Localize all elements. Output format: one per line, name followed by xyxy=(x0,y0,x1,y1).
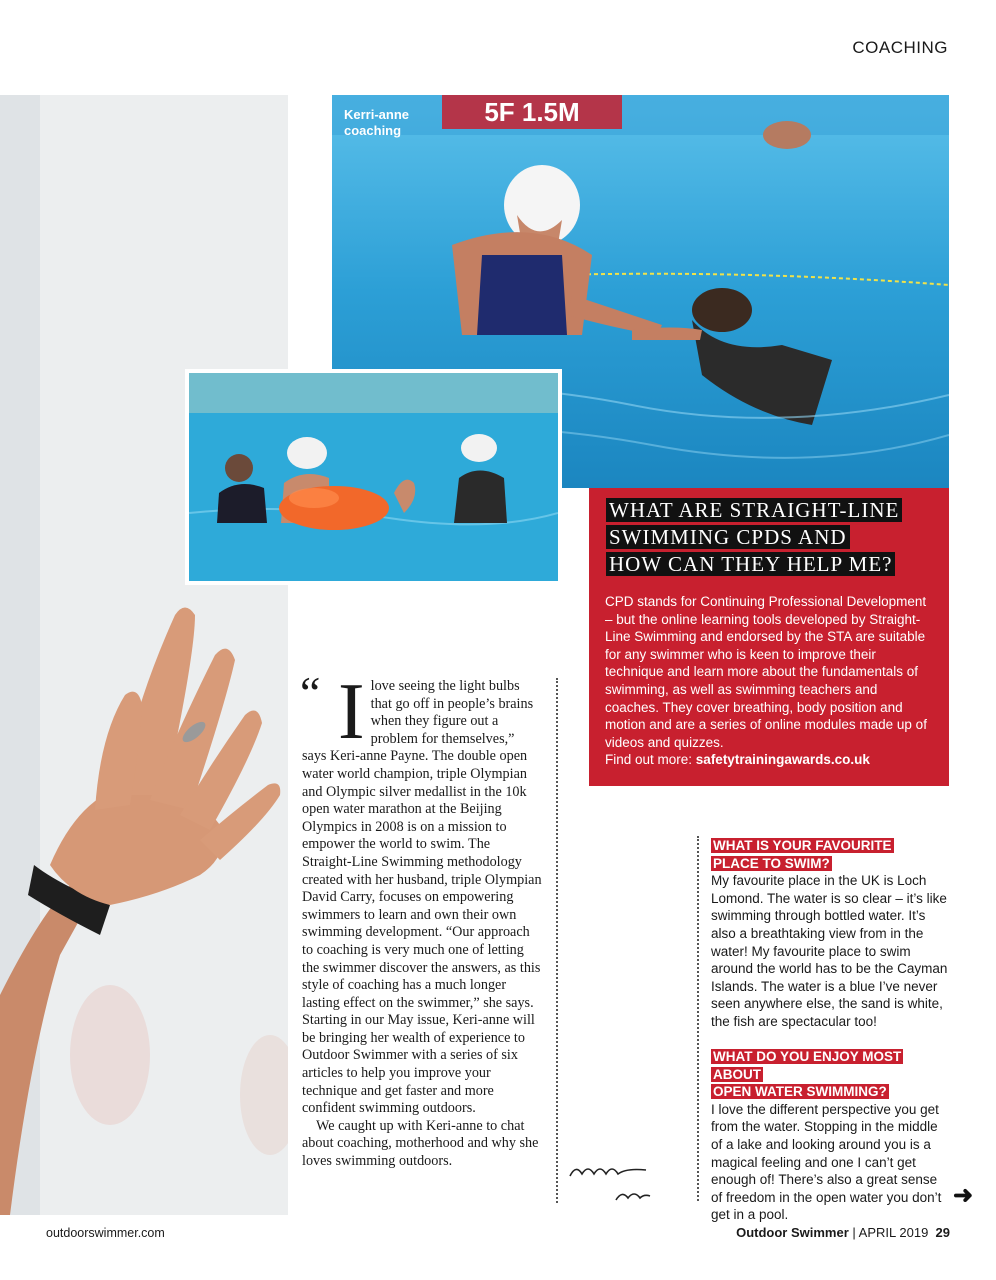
pool-depth-sign: 5F 1.5M xyxy=(484,97,580,127)
column-divider xyxy=(556,678,558,1203)
article-body xyxy=(300,667,542,1171)
cpd-heading xyxy=(606,497,936,578)
photo-caption xyxy=(344,107,434,139)
qa-question-2 xyxy=(711,1048,951,1101)
cpd-heading-line-1: WHAT ARE STRAIGHT-LINE xyxy=(606,498,902,522)
qa-question-1-line-2: PLACE TO SWIM? xyxy=(713,855,830,871)
continue-arrow-icon: ➜ xyxy=(953,1182,974,1209)
swimmers-with-buoy-illustration xyxy=(189,373,558,581)
footer-magazine-name: Outdoor Swimmer xyxy=(736,1225,849,1240)
qa-question-1 xyxy=(711,837,951,872)
caption-line-1: Kerri-anne xyxy=(344,107,410,122)
footer-issue-date: APRIL 2019 xyxy=(858,1225,929,1240)
qa-answer-1: My favourite place in the UK is Loch Lomond. The water is so clear – it’s like swimming through bottled water. It’s also a breathtaking view from in the water! My favourite place to swim around the world has to be the Cayman Islands. The water is a blue I’ve never seen anywhere else, the sand is white, the fish are spectacular too! xyxy=(711,873,948,1029)
article-paragraph-2: We caught up with Keri-anne to chat about coaching, motherhood and why she loves swimming outdoors. xyxy=(302,1117,539,1170)
qa-question-1-line-1: WHAT IS YOUR FAVOURITE xyxy=(713,838,892,853)
cpd-heading-line-3: HOW CAN THEY HELP ME? xyxy=(606,552,895,576)
waving-hand-photo xyxy=(0,95,288,1215)
qa-answer-2: I love the different perspective you get from the water. Stopping in the middle of a lake and looking around you is a magical feeling and one I can’t get enough of! There’s also a great sense of freedom in the open water you don’t get in a pool. xyxy=(711,1101,942,1223)
cpd-body xyxy=(605,593,935,769)
qa-question-2-line-1: WHAT DO YOU ENJOY MOST ABOUT xyxy=(713,1049,902,1082)
opening-quote-mark: “ xyxy=(300,667,321,718)
open-water-swimmers-photo xyxy=(185,369,562,585)
qa-column-divider xyxy=(697,836,699,1201)
qa-block-1 xyxy=(711,837,951,1031)
qa-question-2-line-2: OPEN WATER SWIMMING? xyxy=(713,1084,887,1100)
waving-hand-illustration xyxy=(0,95,288,1215)
wave-doodle-icon xyxy=(566,1160,656,1210)
find-out-more-label: Find out more: xyxy=(605,752,696,768)
sta-website-link[interactable]: safetytrainingawards.co.uk xyxy=(695,752,870,768)
page-number: 29 xyxy=(935,1225,950,1240)
qa-block-2 xyxy=(711,1048,951,1224)
footer-issue-info xyxy=(736,1225,950,1240)
caption-line-2: coaching xyxy=(344,123,402,138)
footer-separator: | xyxy=(848,1225,859,1240)
article-paragraph-1: love seeing the light bulbs that go off in people’s brains when they figure out a problem for themselves,” says Keri-anne Payne. The double open water world champion, triple Olympian and Olympic silver medallist in the 10k open water marathon at the Beijing Olympics in 2008 is on a mission to empower the world to swim. The Straight-Line Swimming methodology created with her husband, triple Olympian David Carry, focuses on empowering swimmers to learn and own their own swimming development. “Our approach to coaching is very much one of letting the swimmer discover the answers, as this style of coaching has a much longer lasting effect on the swimmer,” she says. Starting in our May issue, Keri-anne will be bringing her wealth of experience to Outdoor Swimmer with a series of six articles to help you improve your technique and get faster and more confident swimming outdoors. xyxy=(302,678,542,1117)
footer-website: outdoorswimmer.com xyxy=(46,1226,165,1240)
drop-cap: I xyxy=(338,668,365,756)
cpd-body-text: CPD stands for Continuing Professional Development – but the online learning tools developed by Straight-Line Swimming and endorsed by the STA are suitable for any swimmer who is keen to improve their technique and learn more about the fundamentals of swimming, as well as swimming teachers and coaches. They cover breathing, body position and motion and are a series of online modules made up of videos and quizzes. xyxy=(605,594,927,750)
section-label: COACHING xyxy=(852,38,948,57)
cpd-heading-line-2: SWIMMING CPDS AND xyxy=(606,525,850,549)
